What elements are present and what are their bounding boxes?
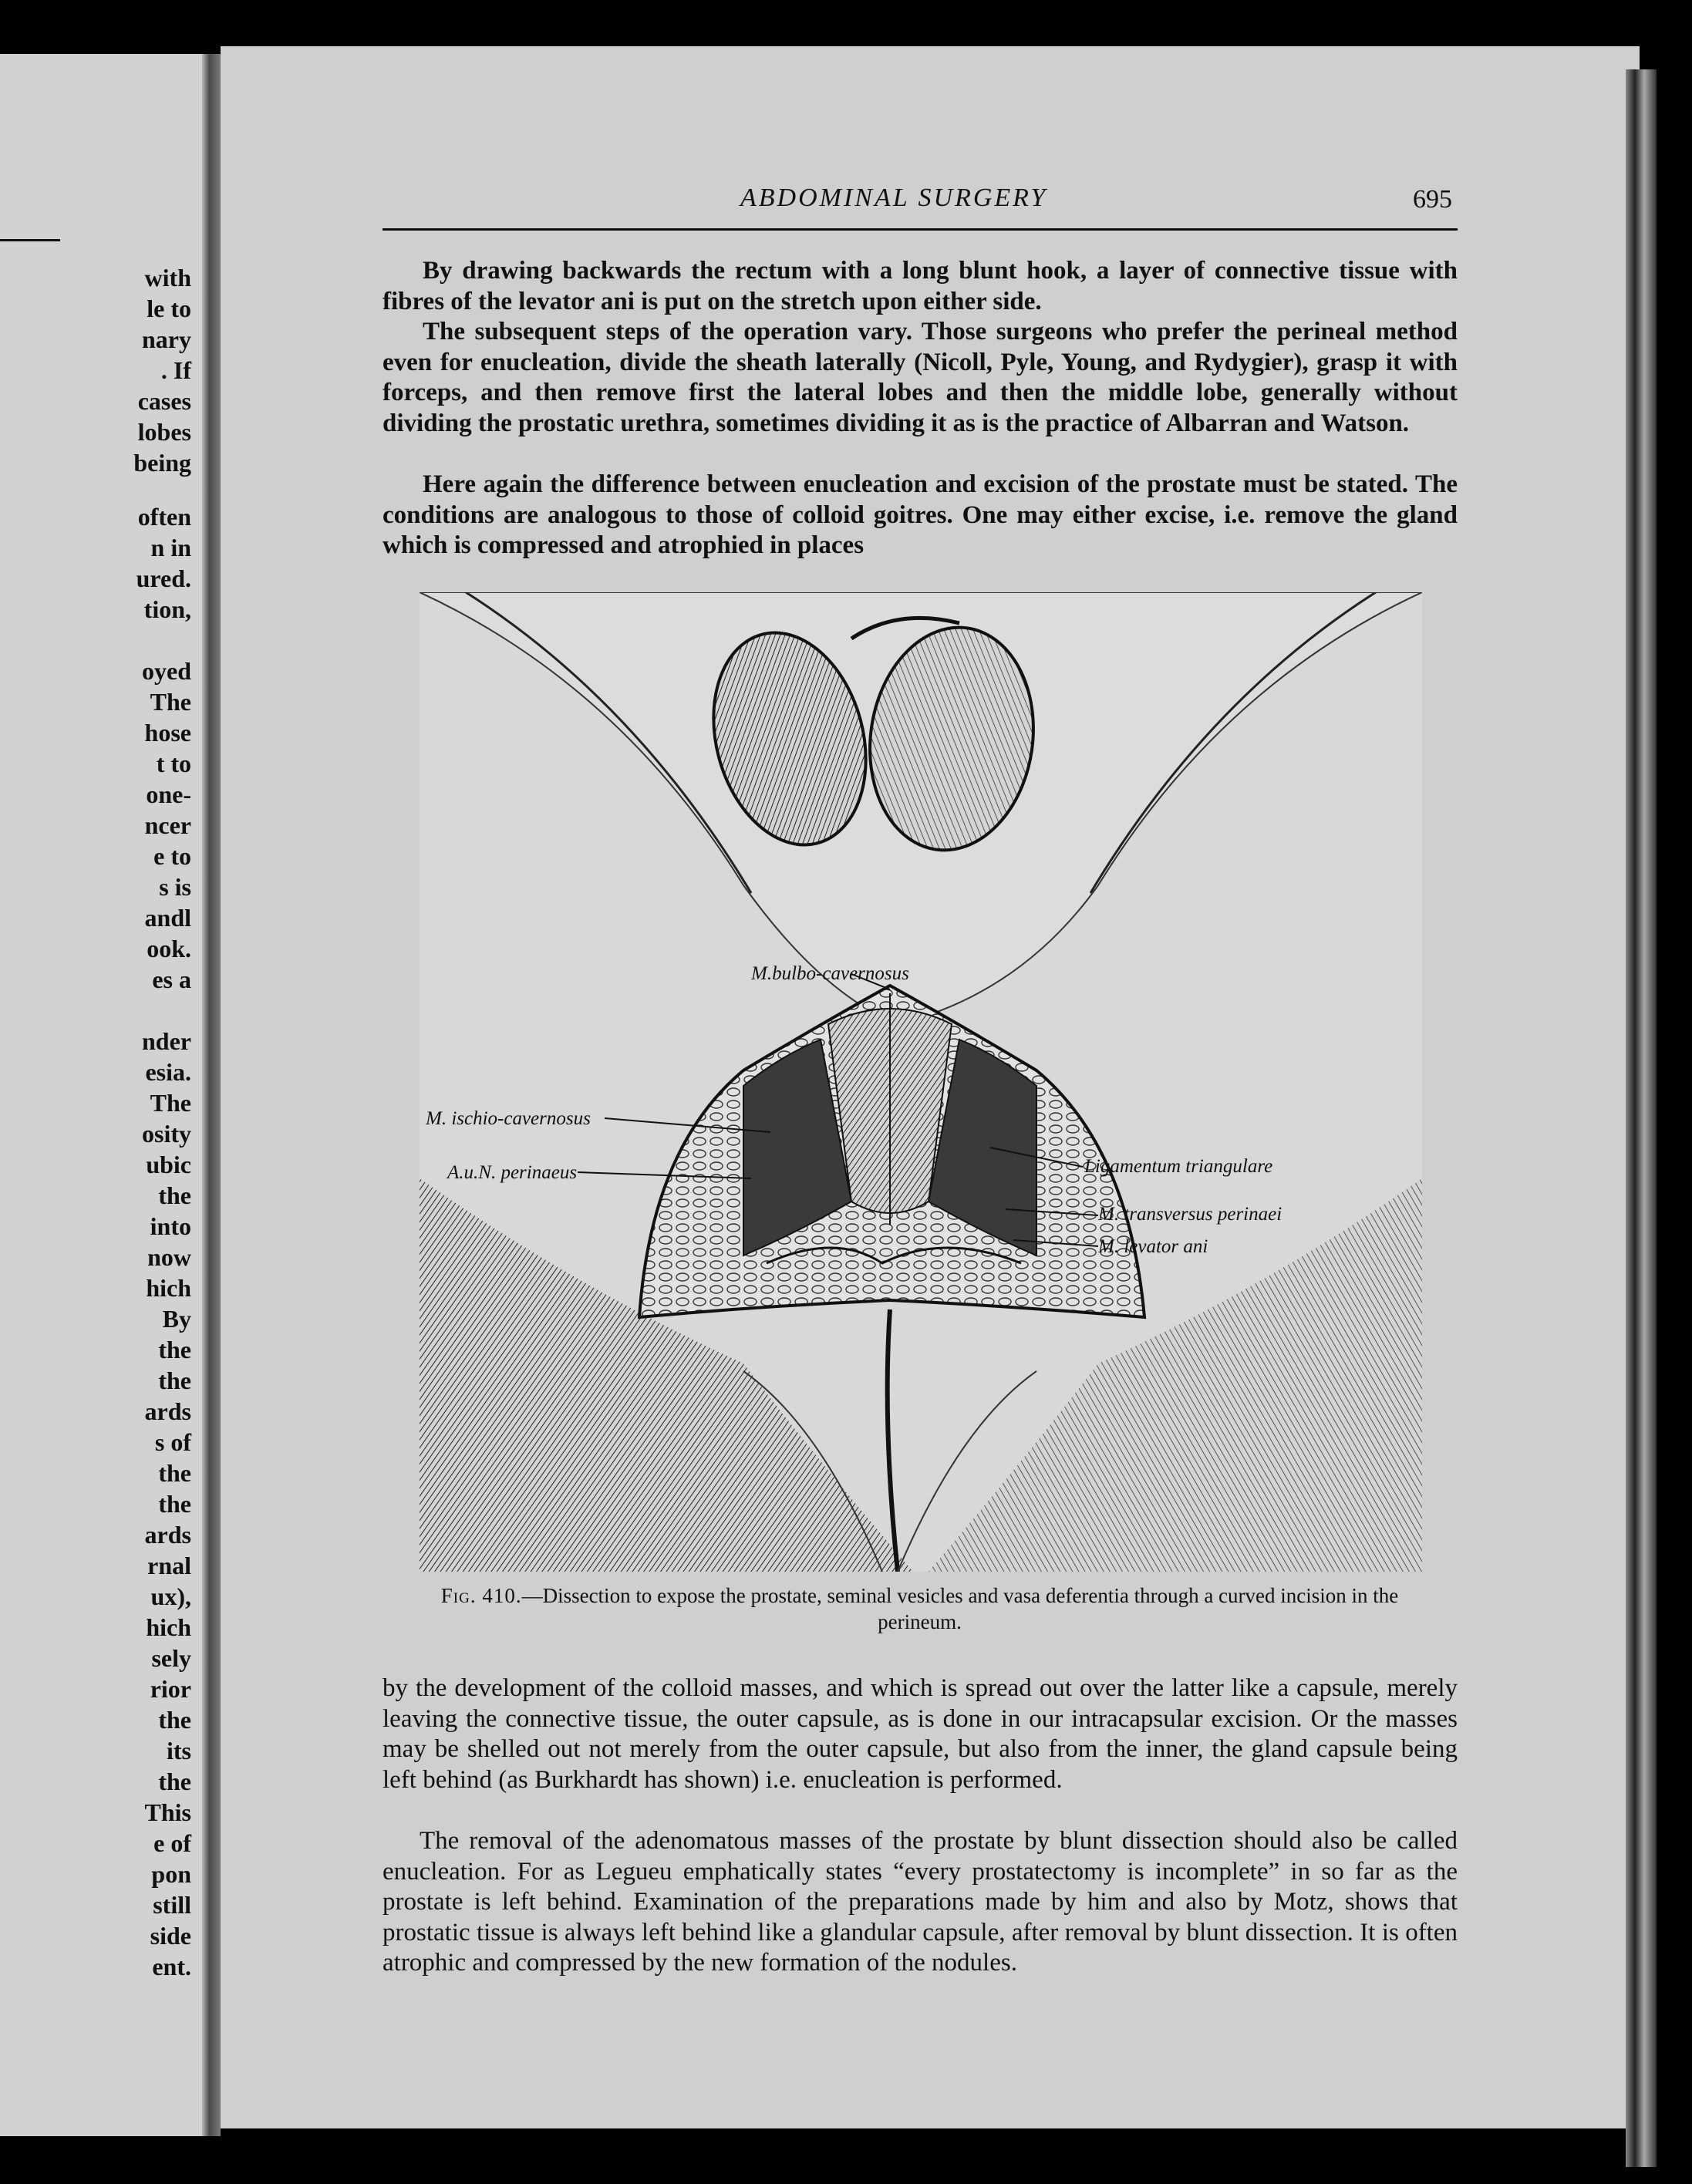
facing-page-line: ards [144,1521,191,1549]
facing-page-line: . If [160,356,191,384]
facing-page-line: rnal [147,1552,191,1579]
facing-page-line: es a [152,966,191,993]
facing-page-line: being [133,449,191,477]
facing-page-line: ured. [136,565,191,592]
header-rule [383,228,1458,231]
facing-page-line: side [150,1922,191,1950]
facing-page-line: hich [146,1274,191,1302]
facing-page-line: hose [144,719,191,747]
facing-page-line: ubic [146,1151,191,1178]
facing-page-rule [0,239,60,241]
figure-caption [401,1582,1438,1635]
book-gutter [202,54,221,2136]
facing-page-line: the [158,1459,191,1487]
paragraph-4: by the development of the colloid masses, and which is spread out over the latter like a capsule, merely leaving the connective tissue, the outer capsule, as is done in our intracapsular excision. Or the masses may be shelled out not merely from the outer capsule, but also from the inner, the gland capsule being left behind (as Burkhardt has shown) i.e. enucleation is performed. [383,1674,1458,1794]
label-ligamentum: Ligamentum triangulare [1084,1156,1273,1177]
facing-page-line: The [150,688,191,716]
facing-page-line: hich [146,1613,191,1641]
facing-page-line: the [158,1706,191,1734]
facing-page-line: the [158,1181,191,1209]
facing-page-line: osity [142,1120,191,1148]
facing-page-line: its [167,1737,191,1764]
facing-page-line: ook. [147,935,191,962]
facing-page-line: esia. [145,1058,191,1086]
facing-page-line: cases [137,387,191,415]
facing-page-line: andl [144,904,191,932]
facing-page-line: rior [150,1675,191,1703]
facing-page-line: ux), [150,1582,191,1610]
facing-page-line: e to [153,842,191,870]
label-ischio-cavernosus: M. ischio-cavernosus [426,1108,591,1129]
paragraph-1: By drawing backwards the rectum with a long blunt hook, a layer of connective tissue with fibres of the levator ani is put on the stretch upon either side. [383,257,1458,315]
facing-page-line: the [158,1367,191,1394]
facing-page-line: The [150,1089,191,1117]
figure-number: Fig. 410. [440,1584,522,1607]
page-edge [1626,69,1657,2167]
facing-page-line: into [150,1212,191,1240]
facing-page-line: still [153,1891,191,1919]
facing-page-line: often [137,503,191,531]
facing-page-line: ncer [144,811,191,839]
facing-page-line: This [144,1798,191,1826]
paragraph-5: The removal of the adenomatous masses of the prostate by blunt dissection should also be called enucleation. For as Legueu emphatically states “every prostatectomy is incomplete” in so far as the prostate is left behind. Examination of the preparations made by him and also by Motz, shows that prostatic tissue is always left behind like a glandular capsule, after removal by blunt dissection. It is often atrophic and compressed by the new formation of the nodules. [383,1827,1458,1977]
facing-page-line: n in [150,534,191,561]
illustration-svg [420,592,1422,1572]
facing-page-line: tion, [143,595,191,623]
facing-page-line: nary [142,325,191,353]
paragraph-2: The subsequent steps of the operation vary. Those surgeons who prefer the perineal method even for enucleation, divide the sheath laterally (Nicoll, Pyle, Young, and Rydygier), grasp it with forceps, and then remove first the lateral lobes and then the middle lobe, generally without dividing the prostatic urethra, sometimes dividing it as is the practice of Albarran and Watson. [383,318,1458,437]
page-number: 695 [1413,185,1452,214]
facing-page-line: s of [154,1428,191,1456]
facing-page-line: the [158,1336,191,1363]
facing-page-line: t to [156,750,191,777]
facing-page-line: with [144,264,191,292]
facing-page-line: oyed [142,657,191,685]
facing-page-line: By [162,1305,191,1333]
running-head: ABDOMINAL SURGERY [740,184,1048,212]
label-bulbo-cavernosus: M.bulbo-cavernosus [751,963,909,984]
facing-page-line: one- [146,780,191,808]
label-transversus: M. transversus perinaei [1098,1204,1282,1225]
facing-page [0,54,202,2136]
label-levator: M. levator ani [1098,1236,1208,1257]
facing-page-line: lobes [137,418,191,446]
facing-page-line: now [147,1243,191,1271]
anatomical-illustration [420,592,1422,1572]
facing-page-line: ards [144,1397,191,1425]
facing-page-line: e of [153,1829,191,1857]
facing-page-line: pon [151,1860,191,1888]
facing-page-line: ent. [152,1953,191,1980]
facing-page-line: sely [151,1644,191,1672]
facing-page-line: le to [147,295,191,322]
facing-page-line: nder [142,1027,191,1055]
paragraph-3: Here again the difference between enucleation and excision of the prostate must be stated. The conditions are analogous to those of colloid goitres. One may either excise, i.e. remove the gland which is compressed and atrophied in places [383,470,1458,559]
facing-page-line: s is [159,873,191,901]
facing-page-line: the [158,1490,191,1518]
figure-caption-text: —Dissection to expose the prostate, seminal vesicles and vasa deferentia through a curved incision in the perineum. [521,1584,1399,1633]
facing-page-line: the [158,1768,191,1795]
label-perinaeus: A.u.N. perinaeus [447,1162,578,1183]
